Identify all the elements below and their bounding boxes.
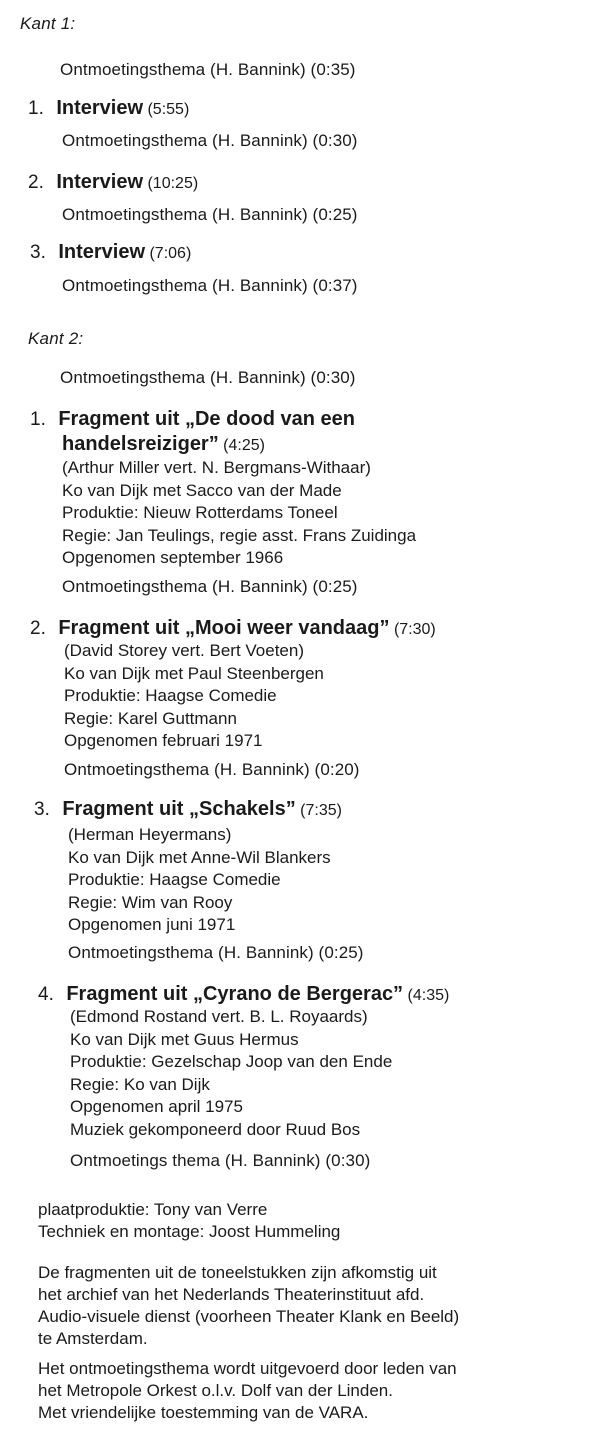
side2-track-1-title-cont xyxy=(62,433,265,456)
side2-track-1-details xyxy=(62,457,416,570)
detail-line: Opgenomen april 1975 xyxy=(70,1097,243,1116)
side1-track-2 xyxy=(28,171,198,194)
side2-track-2 xyxy=(30,617,436,640)
detail-line: Ko van Dijk met Anne-Wil Blankers xyxy=(68,847,331,867)
side2-track-3-details xyxy=(68,824,331,937)
detail-line: Ko van Dijk met Guus Hermus xyxy=(70,1029,299,1049)
track-title-line1: Fragment uit „De dood van een xyxy=(58,408,356,430)
side1-track-3-theme: Ontmoetingsthema (H. Bannink) (0:37) xyxy=(62,276,358,295)
track-number: 2. xyxy=(28,172,44,193)
paragraph-line: Het ontmoetingsthema wordt uitgevoerd door leden van xyxy=(38,1359,457,1378)
detail-line: Opgenomen februari 1971 xyxy=(64,731,263,750)
orchestra-paragraph xyxy=(38,1358,457,1424)
side2-track-4 xyxy=(38,983,449,1006)
side2-track-2-details xyxy=(64,640,324,753)
production-credit: plaatproduktie: Tony van Verre xyxy=(38,1200,268,1219)
side2-track-4-theme: Ontmoetings thema (H. Bannink) (0:30) xyxy=(70,1151,371,1170)
detail-line: Regie: Wim van Rooy xyxy=(68,892,233,912)
track-duration: (10:25) xyxy=(147,175,199,192)
side1-track-1-theme: Ontmoetingsthema (H. Bannink) (0:30) xyxy=(62,131,358,150)
track-duration: (7:35) xyxy=(300,802,342,819)
side1-label: Kant 1: xyxy=(20,14,76,33)
track-number: 4. xyxy=(38,984,54,1005)
track-title-line2: handelsreiziger” xyxy=(62,433,219,455)
paragraph-line: De fragmenten uit de toneelstukken zijn afkomstig uit xyxy=(38,1263,437,1282)
side2-track-2-theme: Ontmoetingsthema (H. Bannink) (0:20) xyxy=(64,760,360,779)
detail-line: Opgenomen juni 1971 xyxy=(68,915,236,934)
side2-track-1-theme: Ontmoetingsthema (H. Bannink) (0:25) xyxy=(62,577,358,596)
track-title: Fragment uit „Cyrano de Bergerac” xyxy=(66,983,404,1005)
track-duration: (4:35) xyxy=(407,987,450,1004)
detail-line: Regie: Jan Teulings, regie asst. Frans Zuidinga xyxy=(62,525,417,545)
detail-line: Opgenomen september 1966 xyxy=(62,548,284,567)
detail-line: Ko van Dijk met Paul Steenbergen xyxy=(64,663,324,683)
detail-line: (Edmond Rostand vert. B. L. Royaards) xyxy=(70,1007,368,1026)
track-number: 2. xyxy=(30,618,46,639)
detail-line: (Herman Heyermans) xyxy=(68,825,232,844)
side2-track-1 xyxy=(30,408,355,431)
side1-track-3 xyxy=(30,241,191,264)
side1-track-2-theme: Ontmoetingsthema (H. Bannink) (0:25) xyxy=(62,205,358,224)
track-duration: (5:55) xyxy=(147,101,190,118)
paragraph-line: het archief van het Nederlands Theaterinstituut afd. xyxy=(38,1285,425,1304)
track-title: Interview xyxy=(56,97,144,119)
detail-line: Produktie: Haagse Comedie xyxy=(64,686,277,705)
track-title: Interview xyxy=(58,241,146,263)
track-title: Interview xyxy=(56,171,144,193)
detail-line: Produktie: Haagse Comedie xyxy=(68,870,281,889)
detail-line: Ko van Dijk met Sacco van der Made xyxy=(62,480,342,500)
side2-track-3 xyxy=(34,798,342,821)
detail-line: Produktie: Gezelschap Joop van den Ende xyxy=(70,1052,393,1071)
track-number: 3. xyxy=(34,799,50,820)
side2-track-3-theme: Ontmoetingsthema (H. Bannink) (0:25) xyxy=(68,943,364,962)
side2-track-4-details xyxy=(70,1006,392,1141)
track-duration: (7:06) xyxy=(149,245,192,262)
detail-line: Muziek gekomponeerd door Ruud Bos xyxy=(70,1119,361,1139)
detail-line: Regie: Karel Guttmann xyxy=(64,708,237,728)
side1-track-1 xyxy=(28,97,189,120)
track-duration: (4:25) xyxy=(223,437,265,454)
track-title: Fragment uit „Schakels” xyxy=(62,798,296,820)
track-duration: (7:30) xyxy=(393,621,436,638)
detail-line: (Arthur Miller vert. N. Bergmans-Withaar) xyxy=(62,458,371,477)
side2-label: Kant 2: xyxy=(28,329,84,348)
paragraph-line: te Amsterdam. xyxy=(38,1329,148,1348)
detail-line: Produktie: Nieuw Rotterdams Toneel xyxy=(62,503,338,522)
detail-line: (David Storey vert. Bert Voeten) xyxy=(64,641,304,660)
side1-intro-theme: Ontmoetingsthema (H. Bannink) (0:35) xyxy=(60,60,356,79)
detail-line: Regie: Ko van Dijk xyxy=(70,1074,210,1094)
side2-intro-theme: Ontmoetingsthema (H. Bannink) (0:30) xyxy=(60,368,356,387)
track-title: Fragment uit „Mooi weer vandaag” xyxy=(58,617,390,639)
paragraph-line: het Metropole Orkest o.l.v. Dolf van der Linden. xyxy=(38,1381,393,1400)
paragraph-line: Audio-visuele dienst (voorheen Theater Klank en Beeld) xyxy=(38,1307,460,1326)
credits-block xyxy=(38,1199,340,1243)
technique-credit: Techniek en montage: Joost Hummeling xyxy=(38,1222,341,1241)
archive-paragraph xyxy=(38,1262,459,1350)
track-number: 3. xyxy=(30,242,46,263)
track-number: 1. xyxy=(30,409,46,430)
paragraph-line: Met vriendelijke toestemming van de VARA. xyxy=(38,1403,369,1422)
track-number: 1. xyxy=(28,98,44,119)
